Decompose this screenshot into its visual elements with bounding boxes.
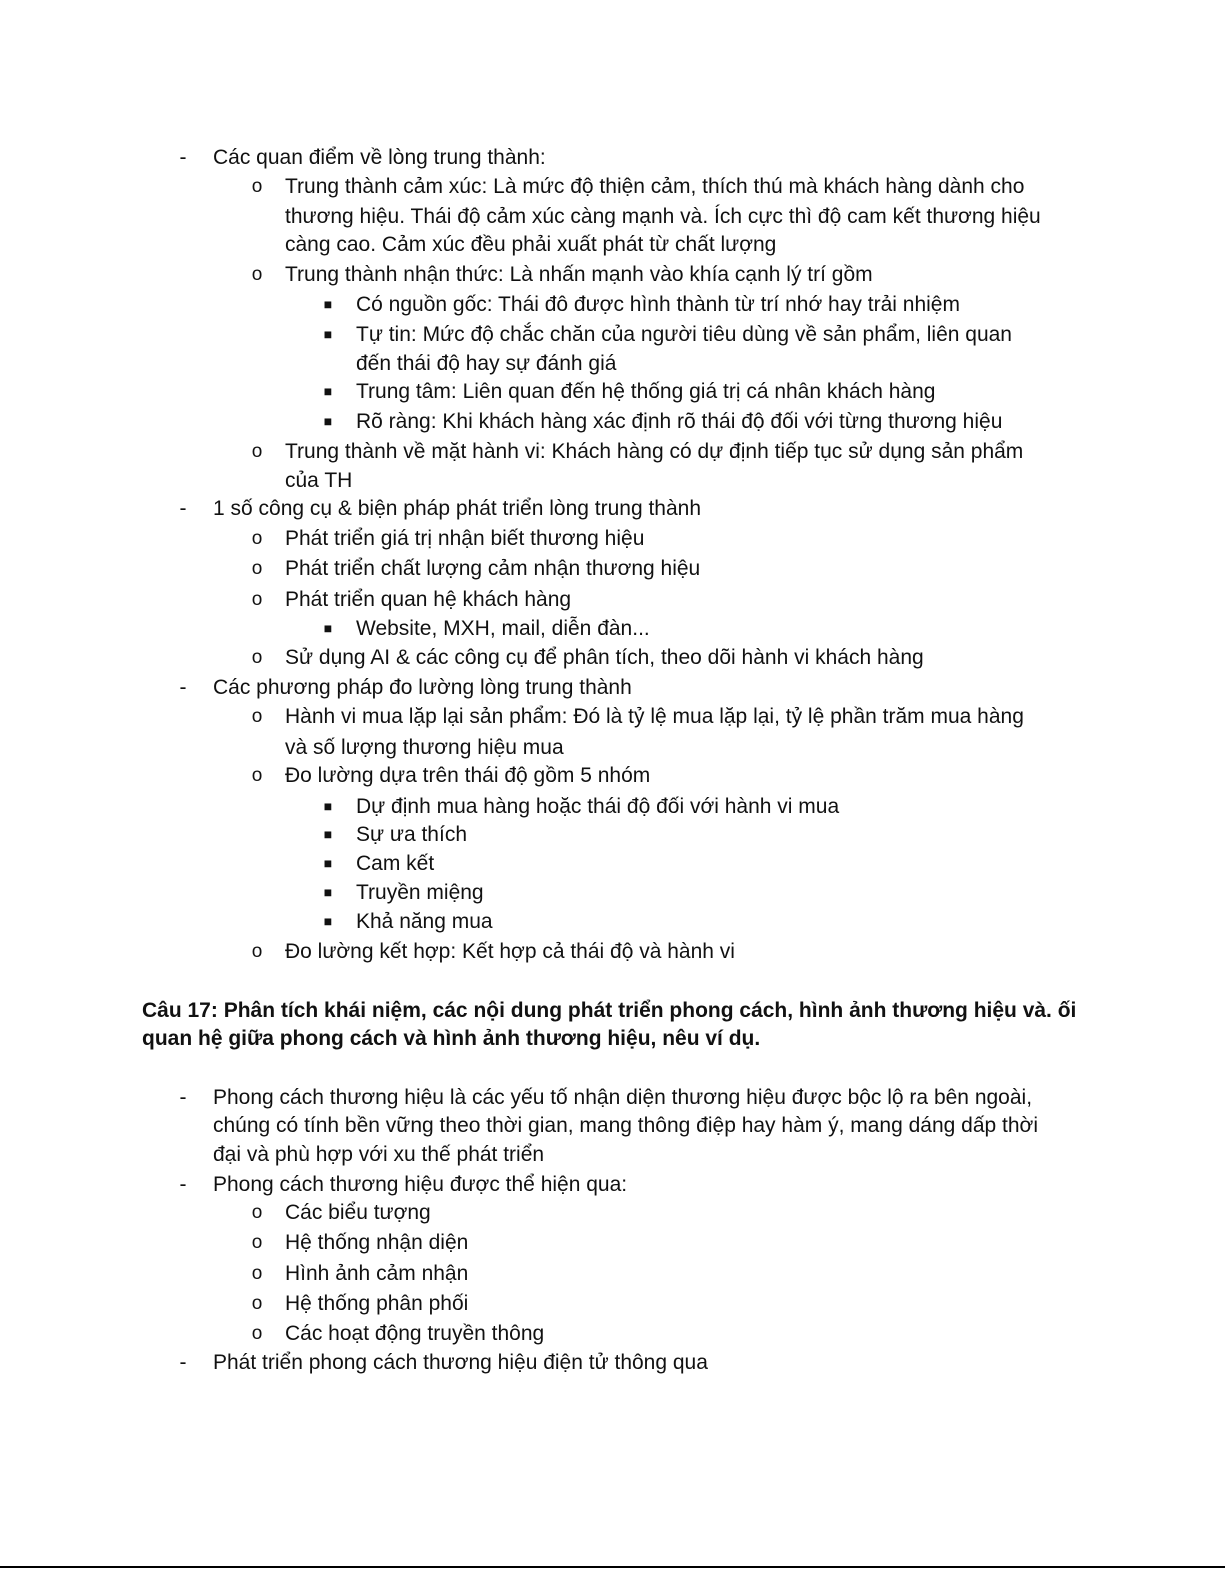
circle-bullet: o xyxy=(251,1232,263,1253)
question-17-heading-line-1: Câu 17: Phân tích khái niệm, các nội dung phát triển phong cách, hình ảnh thương hiệu và. ối xyxy=(142,999,1077,1022)
brand-style-definition-line-1: Phong cách thương hiệu là các yếu tố nhận diện thương hiệu được bộc lộ ra bên ngoài, xyxy=(213,1086,1033,1109)
repeat-purchase-line-1: Hành vi mua lặp lại sản phẩm: Đó là tỷ lệ mua lặp lại, tỷ lệ phần trăm mua hàng xyxy=(285,705,1024,728)
attitude-intent-item: Dự định mua hàng hoặc thái độ đối với hành vi mua xyxy=(356,795,840,818)
cognitive-confidence-line-2: đến thái độ hay sự đánh giá xyxy=(356,352,617,375)
square-bullet: ■ xyxy=(323,855,333,871)
combined-measurement-item: Đo lường kết hợp: Kết hợp cả thái độ và hành vi xyxy=(285,940,735,963)
circle-bullet: o xyxy=(251,1293,263,1314)
expressed-distribution-item: Hệ thống phân phối xyxy=(285,1292,469,1315)
circle-bullet: o xyxy=(251,176,263,197)
square-bullet: ■ xyxy=(323,884,333,900)
emotional-loyalty-line-2: thương hiệu. Thái độ cảm xúc càng mạnh và. Ích cực thì độ cam kết thương hiệu xyxy=(285,205,1041,228)
attitude-word-of-mouth-item: Truyền miệng xyxy=(356,881,484,904)
emotional-loyalty-line-1: Trung thành cảm xúc: Là mức độ thiện cảm, thích thú mà khách hàng dành cho xyxy=(285,175,1025,198)
dash-bullet: - xyxy=(179,1351,187,1374)
cognitive-central-item: Trung tâm: Liên quan đến hệ thống giá trị cá nhân khách hàng xyxy=(356,380,936,403)
tool-awareness-item: Phát triển giá trị nhận biết thương hiệu xyxy=(285,527,645,550)
tool-relations-item: Phát triển quan hệ khách hàng xyxy=(285,588,572,611)
circle-bullet: o xyxy=(251,647,263,668)
circle-bullet: o xyxy=(251,1263,263,1284)
measurement-methods-item: Các phương pháp đo lường lòng trung thành xyxy=(213,676,632,699)
expressed-perceived-image-item: Hình ảnh cảm nhận xyxy=(285,1262,469,1285)
circle-bullet: o xyxy=(251,706,263,727)
expressed-communication-item: Các hoạt động truyền thông xyxy=(285,1322,545,1345)
loyalty-viewpoints-item: Các quan điểm về lòng trung thành: xyxy=(213,146,546,169)
electronic-brand-style-item: Phát triển phong cách thương hiệu điện tử thông qua xyxy=(213,1351,708,1374)
circle-bullet: o xyxy=(251,589,263,610)
tool-ai-item: Sử dụng AI & các công cụ để phân tích, theo dõi hành vi khách hàng xyxy=(285,646,924,669)
square-bullet: ■ xyxy=(323,620,333,636)
circle-bullet: o xyxy=(251,441,263,462)
square-bullet: ■ xyxy=(323,326,333,342)
circle-bullet: o xyxy=(251,528,263,549)
relations-channels-item: Website, MXH, mail, diễn đàn... xyxy=(356,617,650,640)
tool-quality-item: Phát triển chất lượng cảm nhận thương hiệu xyxy=(285,557,701,580)
attitude-preference-item: Sự ưa thích xyxy=(356,823,467,846)
circle-bullet: o xyxy=(251,765,263,786)
circle-bullet: o xyxy=(251,1323,263,1344)
circle-bullet: o xyxy=(251,1202,263,1223)
behavioral-loyalty-line-2: của TH xyxy=(285,469,353,492)
circle-bullet: o xyxy=(251,941,263,962)
expressed-identity-item: Hệ thống nhận diện xyxy=(285,1231,469,1254)
circle-bullet: o xyxy=(251,558,263,579)
brand-style-definition-line-3: đại và phù hợp với xu thế phát triển xyxy=(213,1143,545,1166)
brand-style-expressed-item: Phong cách thương hiệu được thể hiện qua: xyxy=(213,1173,628,1196)
cognitive-loyalty-item: Trung thành nhận thức: Là nhấn mạnh vào khía cạnh lý trí gồm xyxy=(285,263,873,286)
dash-bullet: - xyxy=(179,146,187,169)
question-17-heading-line-2: quan hệ giữa phong cách và hình ảnh thương hiệu, nêu ví dụ. xyxy=(142,1027,761,1050)
attitude-measurement-item: Đo lường dựa trên thái độ gồm 5 nhóm xyxy=(285,764,651,787)
square-bullet: ■ xyxy=(323,296,333,312)
square-bullet: ■ xyxy=(323,913,333,929)
square-bullet: ■ xyxy=(323,798,333,814)
attitude-commitment-item: Cam kết xyxy=(356,852,435,875)
page-bottom-border xyxy=(0,1566,1225,1568)
cognitive-origin-item: Có nguồn gốc: Thái đô được hình thành từ trí nhớ hay trải nhiệm xyxy=(356,293,960,316)
brand-style-definition-line-2: chúng có tính bền vững theo thời gian, mang thông điệp hay hàm ý, mang dáng dấp thời xyxy=(213,1114,1038,1137)
circle-bullet: o xyxy=(251,264,263,285)
cognitive-clarity-item: Rõ ràng: Khi khách hàng xác định rõ thái độ đối với từng thương hiệu xyxy=(356,410,1003,433)
attitude-purchase-ability-item: Khả năng mua xyxy=(356,910,493,933)
square-bullet: ■ xyxy=(323,826,333,842)
cognitive-confidence-line-1: Tự tin: Mức độ chắc chăn của người tiêu dùng về sản phẩm, liên quan xyxy=(356,323,1012,346)
dash-bullet: - xyxy=(179,1173,187,1196)
expressed-symbols-item: Các biểu tượng xyxy=(285,1201,431,1224)
repeat-purchase-line-2: và số lượng thương hiệu mua xyxy=(285,736,564,759)
square-bullet: ■ xyxy=(323,383,333,399)
emotional-loyalty-line-3: càng cao. Cảm xúc đều phải xuất phát từ chất lượng xyxy=(285,233,777,256)
dash-bullet: - xyxy=(179,1086,187,1109)
behavioral-loyalty-line-1: Trung thành về mặt hành vi: Khách hàng có dự định tiếp tục sử dụng sản phẩm xyxy=(285,440,1024,463)
dash-bullet: - xyxy=(179,676,187,699)
dash-bullet: - xyxy=(179,497,187,520)
square-bullet: ■ xyxy=(323,413,333,429)
loyalty-tools-item: 1 số công cụ & biện pháp phát triển lòng trung thành xyxy=(213,497,702,520)
